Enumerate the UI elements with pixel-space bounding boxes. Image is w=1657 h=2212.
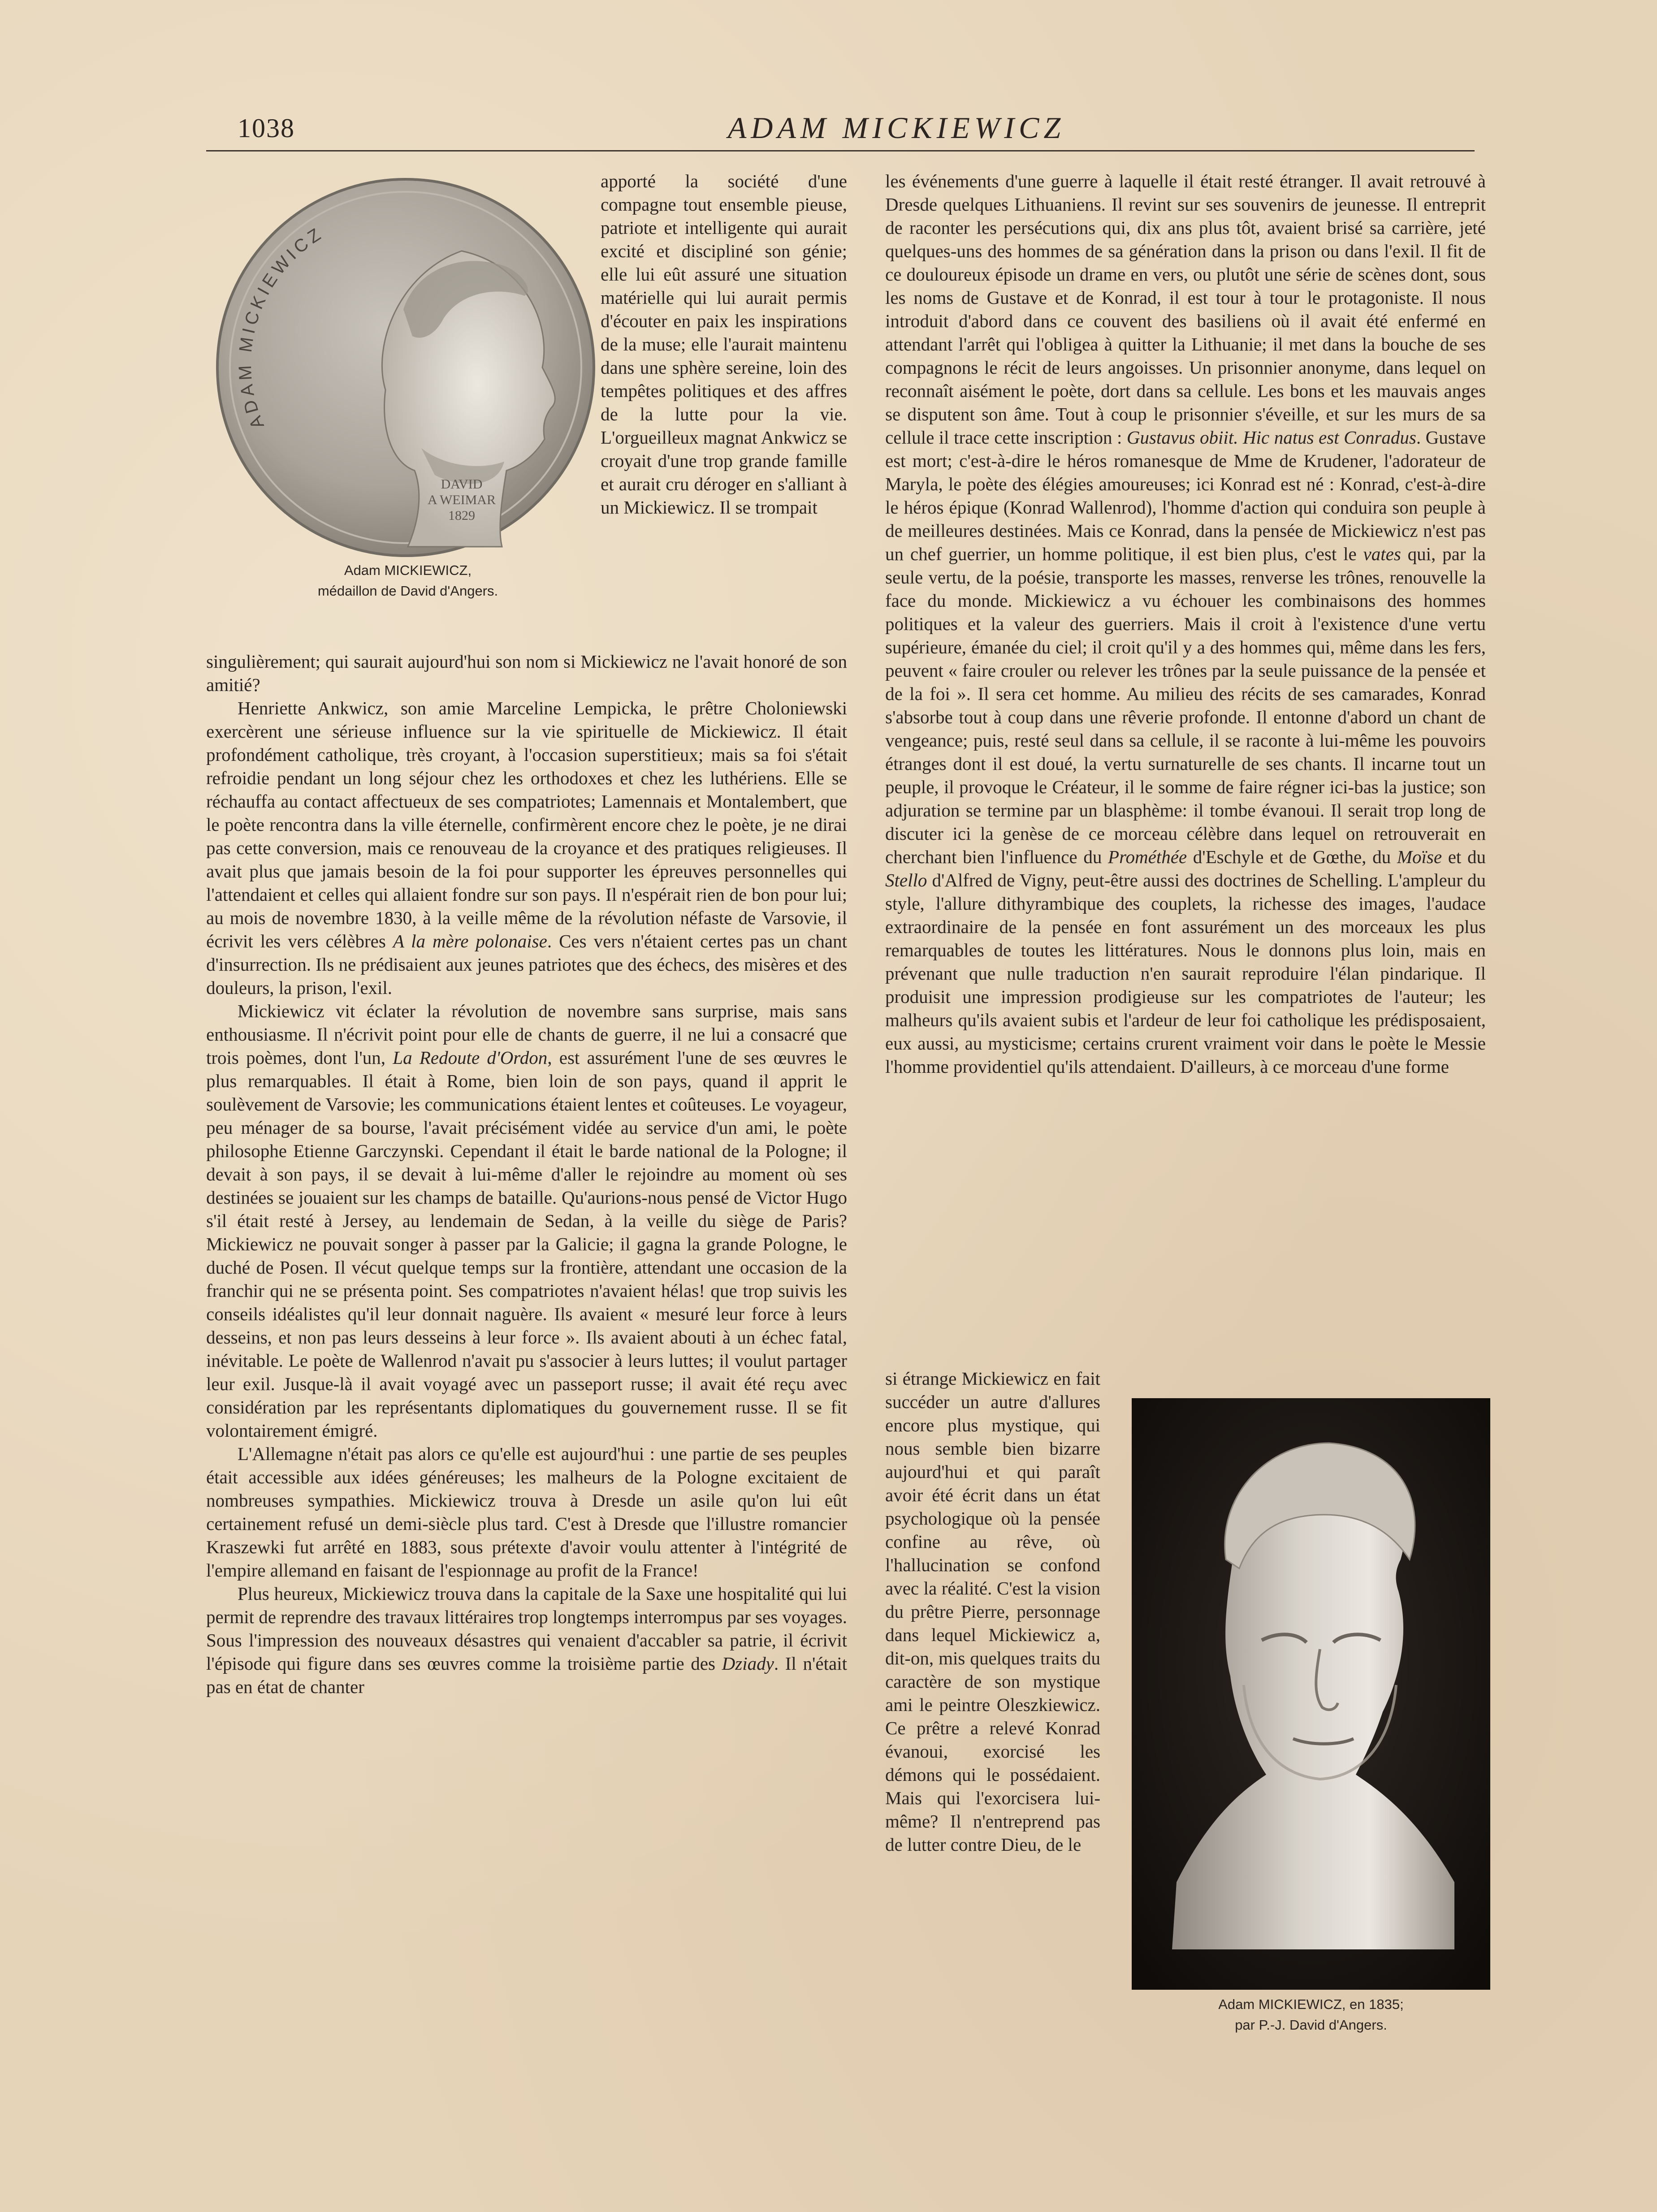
- bust-caption-line1: Adam MICKIEWICZ, en 1835;: [1218, 1996, 1404, 2012]
- text-run: . Ces vers n'étaient certes pas un chant d'insurrection. Ils ne prédisaient aux jeunes patriotes que des échecs, des misères et des douleurs, la prison, l'exil.: [206, 931, 847, 998]
- italic-title: Moïse: [1397, 847, 1442, 867]
- medallion-caption-line1: Adam MICKIEWICZ,: [344, 562, 472, 578]
- text-run: d'Alfred de Vigny, peut-être aussi des doctrines de Schelling. L'ampleur du style, l'allure dithyrambique des couplets, la richesse des images, l'audace extraordinaire de la pensée en font assurément un des morceaux les plus remarquables de toutes les littératures. Nous le donnons plus loin, mais en prévenant que nulle traduction n'en saurait reproduire l'élan pindarique. Il produisit une impression prodigieuse sur les compatriotes de l'auteur; les malheurs qu'ils avaient subis et l'ardeur de leur foi catholique les prédisposaient, eux aussi, au mysticisme; certains crurent vraiment voir dans le poète le Messie l'homme providentiel qu'ils attendaient. D'ailleurs, à ce morceau d'une forme: [885, 870, 1486, 1077]
- medallion-signature-2: A WEIMAR: [428, 493, 496, 507]
- running-title: ADAM MICKIEWICZ: [727, 111, 1065, 145]
- text-run: et du: [1442, 847, 1486, 867]
- bust-image: [1132, 1398, 1490, 1990]
- italic-word: vates: [1363, 544, 1401, 564]
- col2-text: [885, 169, 1486, 1078]
- medallion-inscription: ADAM MICKIEWICZ: [235, 223, 327, 432]
- paragraph: si étrange Mickiewicz en fait succéder un autre d'allures encore plus mystique, qui nous semble bien bizarre aujourd'hui et qui paraît avoir été écrit dans un état psychologique où la pensée confine au rêve, où l'hallucination se confond avec la réalité. C'est la vision du prêtre Pierre, personnage dans lequel Mickiewicz a, dit-on, mis quelques traits du caractère de son mystique ami le peintre Oleszkiewicz. Ce prêtre a relevé Konrad évanoui, exorcisé les démons qui le possédaient. Mais qui l'exorcisera lui-même? Il n'entreprend pas de lutter contre Dieu, de le: [885, 1368, 1100, 1855]
- col1-text: [206, 650, 847, 1698]
- medallion-image: [211, 175, 601, 560]
- bust-illustration: [1132, 1398, 1490, 1990]
- medallion-illustration: [211, 175, 601, 560]
- text-run: Plus heureux, Mickiewicz trouva dans la capitale de la Saxe une hospitalité qui lui permit de reprendre des travaux littéraires trop longtemps interrompus par ses voyages. Sous l'impression des nouveaux désastres qui venaient d'accabler sa patrie, il écrivit l'épisode qui figure dans ses œuvres comme la troisième partie des: [206, 1583, 847, 1674]
- medallion-caption: [215, 560, 601, 601]
- text-run: d'Eschyle et de Gœthe, du: [1187, 847, 1397, 867]
- paragraph: [206, 696, 847, 999]
- paragraph: [885, 169, 1486, 1078]
- header-rule: [206, 150, 1475, 151]
- text-run: les événements d'une guerre à laquelle il était resté étranger. Il avait retrouvé à Dresde quelques Lithuaniens. Il revint sur ses souvenirs de jeunesse. Il entreprit de raconter les persécutions qui, dix ans plus tôt, avaient brisé sa carrière, jeté quelques-uns des hommes de sa génération dans la prison ou dans l'exil. Il fit de ce douloureux épisode un drame en vers, ou plutôt une série de scènes dont, sous les noms de Gustave et de Konrad, il est tour à tour le protagoniste. Il nous introduit d'abord dans ce couvent des basiliens où il avait été enfermé en attendant l'arrêt qui l'obligea à quitter la Lithuanie; il met dans la bouche de ses compagnons le récit de leurs angoisses. Un prisonnier anonyme, dans lequel on reconnaît aisément le poète, dort dans sa cellule. Les bons et les mauvais anges se disputent son âme. Tout à coup le prisonnier s'éveille, et sur les murs de sa cellule il trace cette inscription :: [885, 171, 1486, 448]
- italic-title: Dziady: [722, 1653, 774, 1674]
- text-run: qui, par la seule vertu, de la poésie, transporte les masses, renverse les trônes, renouvelle la face du monde. Mickiewicz a vu échouer les combinaisons des hommes politiques et la valeur des guerriers. Mais il croit à l'existence d'une vertu supérieure, émanée du ciel; il croit qu'il y a des hommes qui, même dans les fers, peuvent « faire crouler ou relever les trônes par la seule puissance de la pensée et de la foi ». Il sera cet homme. Au milieu des récits de ses camarades, Konrad s'absorbe tout à coup dans une rêverie profonde. Il entonne d'abord un chant de vengeance; puis, resté seul dans sa cellule, il se raconte à lui-même les pouvoirs étranges dont il est doué, la vertu surnaturelle de ses chants. Il incarne tout un peuple, il provoque le Créateur, il le somme de faire régner ici-bas la justice; son adjuration se termine par un blasphème: il tombe évanoui. Il serait trop long de discuter ici la genèse de ce morceau célèbre dans lequel on retrouverait en cherchant bien l'influence du: [885, 544, 1486, 867]
- paragraph: [206, 999, 847, 1442]
- text-run: Mickiewicz vit éclater la révolution de novembre sans surprise, mais sans enthousiasme. Il n'écrivit point pour elle de chants de guerre, il ne lui a consacré que trois poèmes, dont l'un,: [206, 1001, 847, 1068]
- text-run: Henriette Ankwicz, son amie Marceline Lempicka, le prêtre Choloniewski exercèrent une sérieuse influence sur la vie spirituelle de Mickiewicz. Il était profondément catholique, très croyant, à l'occasion superstitieux; mais sa foi s'était refroidie pendant un long séjour chez les orthodoxes et chez les luthériens. Elle se réchauffa au contact affectueux de ses compatriotes; Lamennais et Montalembert, que le poète rencontra dans la ville éternelle, confirmèrent encore chez le poète, je ne dirai pas cette conversion, mais ce renouveau de la croyance et des pratiques religieuses. Il avait plus que jamais besoin de la foi pour supporter les épreuves personnelles qui l'attendaient et celles qui allaient fondre sur son pays. Il n'espérait rien de bon pour lui; au mois de novembre 1830, à la veille même de la révolution néfaste de Varsovie, il écrivit les vers célèbres: [206, 698, 847, 951]
- col2-narrow-text: [885, 1367, 1100, 1856]
- text-run: . Il n'était pas en état de chanter: [206, 1653, 847, 1697]
- paragraph: L'Allemagne n'était pas alors ce qu'elle est aujourd'hui : une partie de ses peuples était accessible aux idées généreuses; les malheurs de la Pologne excitaient de nombreuses sympathies. Mickiewicz trouva à Dresde un asile qu'on lui eût certainement refusé un demi-siècle plus tard. C'est à Dresde que l'illustre romancier Kraszewki fut arrêté en 1883, sous prétexte d'avoir voulu attenter à l'intégrité de l'empire allemand en faisant de l'espionnage au profit de la France!: [206, 1443, 847, 1581]
- paragraph: singulièrement; qui saurait aujourd'hui son nom si Mickiewicz ne l'avait honoré de son amitié?: [206, 651, 847, 695]
- medallion-signature-1: DAVID: [441, 477, 483, 492]
- text-run: . Gustave est mort; c'est-à-dire le héros romanesque de Mme de Krudener, l'adorateur de Maryla, le poète des élégies amoureuses; ici Konrad est né : Konrad, c'est-à-dire le héros épique (Konrad Wallenrod), l'homme d'action qui conduira son peuple à de meilleures destinées. Mais ce Konrad, dans la pensée de Mickiewicz n'est pas un chef guerrier, un homme politique, il est bien plus, c'est le: [885, 427, 1486, 564]
- bust-caption: [1132, 1994, 1490, 2035]
- text-run: , est assurément l'une de ses œuvres le plus remarquables. Il était à Rome, bien loin de son pays, quand il apprit le soulèvement de Varsovie; les communications étaient lentes et coûteuses. Le voyageur, peu ménager de sa bourse, l'avait précisément vidée au service d'un ami, le poète philosophe Etienne Garczynski. Cependant il était le barde national de la Pologne; il devait à son pays, il se devait à lui-même d'aller le rejoindre au moment où ses destinées se jouaient sur les champs de bataille. Qu'aurions-nous pensé de Victor Hugo s'il était resté à Jersey, au lendemain de Sedan, à la veille du siège de Paris? Mickiewicz ne pouvait songer à passer par la Galicie; il gagna la grande Pologne, le duché de Posen. Il vécut quelque temps sur la frontière, attendant une occasion de la franchir qui ne se présenta point. Ses compatriotes n'avaient hélas! que trop suivis les conseils idéalistes qu'il leur donnait naguère. Ils avaient « mesuré leur force à leurs desseins, et non pas leurs desseins à leur force ». Ils avaient abouti à un échec fatal, inévitable. Le poète de Wallenrod n'avait pu s'associer à leurs luttes; il voulut partager leur exil. Jusque-là il avait voyagé avec un passeport russe; il avait été reçu avec considération par les représentants diplomatiques du gouvernement russe. Il se fit volontairement émigré.: [206, 1047, 847, 1441]
- bust-caption-line2: par P.-J. David d'Angers.: [1235, 2017, 1387, 2033]
- col1-narrow-text: [601, 169, 847, 519]
- italic-title: La Redoute d'Ordon: [393, 1047, 548, 1068]
- italic-title: Stello: [885, 870, 927, 890]
- paragraph: [206, 1582, 847, 1698]
- medallion-caption-line2: médaillon de David d'Angers.: [317, 583, 498, 599]
- italic-title: A la mère polonaise: [393, 931, 547, 951]
- page-number: 1038: [238, 113, 295, 143]
- italic-title: Prométhée: [1108, 847, 1187, 867]
- medallion-signature-3: 1829: [448, 508, 475, 523]
- paragraph: apporté la société d'une compagne tout ensemble pieuse, patriote et intelligente qui aurait excité et discipliné son génie; elle lui eût assuré une situation matérielle qui lui aurait permis d'écouter en paix les inspirations de la muse; elle l'aurait maintenu dans une sphère sereine, loin des tempêtes politiques et des affres de la lutte pour la vie. L'orgueilleux magnat Ankwicz se croyait d'une trop grande famille et aurait cru déroger en s'alliant à un Mickiewicz. Il se trompait: [601, 171, 847, 518]
- italic-inscription: Gustavus obiit. Hic natus est Conradus: [1126, 427, 1416, 448]
